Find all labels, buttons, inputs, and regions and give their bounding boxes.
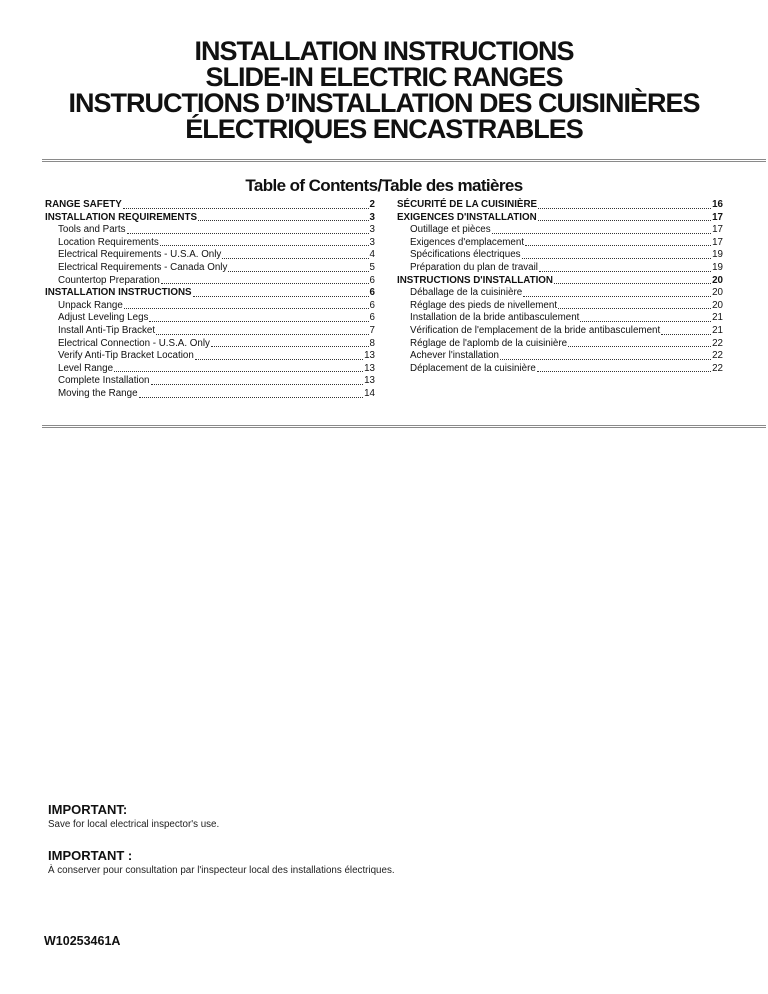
toc-subsection-entry[interactable] bbox=[45, 375, 375, 388]
toc-entry-page: 5 bbox=[369, 261, 375, 273]
toc-section-entry[interactable] bbox=[45, 212, 375, 225]
toc-entry-label: Adjust Leveling Legs bbox=[58, 312, 149, 324]
dot-leader bbox=[539, 271, 711, 272]
toc-entry-label: Installation de la bride antibasculement bbox=[410, 312, 580, 324]
toc-entry-page: 17 bbox=[712, 224, 723, 236]
dot-leader bbox=[124, 308, 369, 309]
toc-entry-page: 19 bbox=[712, 261, 723, 273]
toc-subsection-entry[interactable] bbox=[45, 249, 375, 262]
toc-entry-page: 22 bbox=[712, 337, 723, 349]
dot-leader bbox=[522, 258, 712, 259]
toc-section-entry[interactable] bbox=[397, 212, 723, 225]
toc-subsection-entry[interactable] bbox=[397, 338, 723, 351]
toc-entry-page: 20 bbox=[712, 287, 723, 299]
toc-entry-page: 3 bbox=[369, 211, 375, 223]
toc-subsection-entry[interactable] bbox=[45, 338, 375, 351]
toc-entry-label: Tools and Parts bbox=[58, 224, 126, 236]
important-heading: IMPORTANT: bbox=[48, 802, 128, 817]
important-text: À conserver pour consultation par l'inspecteur local des installations électriques. bbox=[48, 865, 395, 876]
document-number: W10253461A bbox=[44, 934, 121, 948]
dot-leader bbox=[525, 245, 711, 246]
toc-heading: Table of Contents/Table des matières bbox=[245, 176, 523, 195]
toc-entry-label: Réglage de l'aplomb de la cuisinière bbox=[410, 337, 568, 349]
dot-leader bbox=[160, 245, 369, 246]
toc-subsection-entry[interactable] bbox=[397, 249, 723, 262]
dot-leader bbox=[151, 384, 364, 385]
document-title-block bbox=[0, 38, 768, 142]
dot-leader bbox=[156, 334, 368, 335]
toc-entry-page: 6 bbox=[369, 299, 375, 311]
toc-entry-page: 6 bbox=[369, 274, 375, 286]
dot-leader bbox=[139, 397, 364, 398]
toc-subsection-entry[interactable] bbox=[397, 312, 723, 325]
dot-leader bbox=[228, 271, 368, 272]
toc-subsection-entry[interactable] bbox=[397, 300, 723, 313]
dot-leader bbox=[222, 258, 368, 259]
toc-subsection-entry[interactable] bbox=[397, 237, 723, 250]
toc-entry-label: Location Requirements bbox=[58, 236, 159, 248]
toc-entry-label: Déplacement de la cuisinière bbox=[410, 362, 536, 374]
dot-leader bbox=[558, 308, 711, 309]
important-heading: IMPORTANT : bbox=[48, 848, 133, 863]
toc-entry-page: 7 bbox=[369, 324, 375, 336]
title-line-1: INSTALLATION INSTRUCTIONS bbox=[194, 36, 574, 66]
toc-english-column bbox=[45, 199, 375, 401]
toc-entry-page: 22 bbox=[712, 362, 723, 374]
title-line-2: SLIDE-IN ELECTRIC RANGES bbox=[205, 62, 563, 92]
title-line-3: INSTRUCTIONS D’INSTALLATION DES CUISINIÈRES bbox=[68, 88, 700, 118]
dot-leader bbox=[211, 346, 369, 347]
toc-entry-page: 6 bbox=[369, 287, 375, 299]
toc-subsection-entry[interactable] bbox=[397, 363, 723, 376]
toc-subsection-entry[interactable] bbox=[45, 363, 375, 376]
toc-subsection-entry[interactable] bbox=[397, 350, 723, 363]
toc-entry-label: Electrical Requirements - U.S.A. Only bbox=[58, 249, 222, 261]
toc-entry-page: 13 bbox=[364, 375, 375, 387]
toc-french-column bbox=[397, 199, 723, 375]
toc-entry-label: INSTRUCTIONS D'INSTALLATION bbox=[397, 274, 553, 286]
toc-entry-page: 3 bbox=[369, 224, 375, 236]
dot-leader bbox=[123, 208, 369, 209]
toc-entry-page: 16 bbox=[712, 199, 723, 210]
toc-section-entry[interactable] bbox=[397, 275, 723, 288]
dot-leader bbox=[523, 296, 711, 297]
toc-entry-page: 17 bbox=[712, 236, 723, 248]
toc-entry-page: 3 bbox=[369, 236, 375, 248]
toc-subsection-entry[interactable] bbox=[45, 237, 375, 250]
dot-leader bbox=[198, 220, 369, 221]
toc-subsection-entry[interactable] bbox=[45, 275, 375, 288]
toc-entry-page: 8 bbox=[369, 337, 375, 349]
toc-entry-label: Exigences d'emplacement bbox=[410, 236, 525, 248]
dot-leader bbox=[500, 359, 711, 360]
important-notice-english bbox=[48, 802, 219, 830]
toc-subsection-entry[interactable] bbox=[397, 287, 723, 300]
toc-subsection-entry[interactable] bbox=[45, 300, 375, 313]
toc-subsection-entry[interactable] bbox=[45, 224, 375, 237]
dot-leader bbox=[161, 283, 369, 284]
toc-subsection-entry[interactable] bbox=[397, 325, 723, 338]
toc-section-entry[interactable] bbox=[45, 287, 375, 300]
toc-entry-label: Outillage et pièces bbox=[410, 224, 491, 236]
dot-leader bbox=[193, 296, 369, 297]
toc-entry-label: Level Range bbox=[58, 362, 114, 374]
top-divider bbox=[42, 159, 766, 162]
dot-leader bbox=[127, 233, 369, 234]
toc-entry-page: 20 bbox=[712, 274, 723, 286]
dot-leader bbox=[661, 334, 711, 335]
bottom-divider bbox=[42, 425, 766, 428]
toc-entry-page: 6 bbox=[369, 312, 375, 324]
toc-section-entry[interactable] bbox=[397, 199, 723, 212]
title-line-4: ÉLECTRIQUES ENCASTRABLES bbox=[185, 114, 583, 144]
toc-subsection-entry[interactable] bbox=[397, 224, 723, 237]
toc-entry-label: Réglage des pieds de nivellement bbox=[410, 299, 558, 311]
toc-section-entry[interactable] bbox=[45, 199, 375, 212]
toc-entry-label: Vérification de l'emplacement de la bride antibasculement bbox=[410, 324, 661, 336]
toc-entry-page: 19 bbox=[712, 249, 723, 261]
toc-entry-label: Electrical Connection - U.S.A. Only bbox=[58, 337, 210, 349]
toc-entry-label: INSTALLATION INSTRUCTIONS bbox=[45, 287, 192, 299]
toc-entry-page: 14 bbox=[364, 387, 375, 399]
dot-leader bbox=[537, 371, 711, 372]
dot-leader bbox=[195, 359, 363, 360]
toc-subsection-entry[interactable] bbox=[45, 262, 375, 275]
toc-subsection-entry[interactable] bbox=[45, 312, 375, 325]
dot-leader bbox=[538, 208, 711, 209]
toc-entry-page: 21 bbox=[712, 324, 723, 336]
dot-leader bbox=[568, 346, 711, 347]
toc-subsection-entry[interactable] bbox=[45, 325, 375, 338]
dot-leader bbox=[492, 233, 711, 234]
toc-subsection-entry[interactable] bbox=[397, 262, 723, 275]
toc-entry-page: 17 bbox=[712, 211, 723, 223]
important-text: Save for local electrical inspector's use. bbox=[48, 819, 220, 830]
toc-entry-label: Déballage de la cuisinière bbox=[410, 287, 523, 299]
toc-subsection-entry[interactable] bbox=[45, 350, 375, 363]
toc-subsection-entry[interactable] bbox=[45, 388, 375, 401]
toc-entry-label: Complete Installation bbox=[58, 375, 150, 387]
toc-entry-label: RANGE SAFETY bbox=[45, 199, 122, 210]
toc-entry-label: Unpack Range bbox=[58, 299, 123, 311]
toc-entry-label: SÉCURITÉ DE LA CUISINIÈRE bbox=[397, 199, 538, 210]
toc-entry-page: 2 bbox=[369, 199, 375, 210]
toc-entry-label: Préparation du plan de travail bbox=[410, 261, 538, 273]
toc-entry-label: Moving the Range bbox=[58, 387, 138, 399]
toc-entry-page: 13 bbox=[364, 362, 375, 374]
dot-leader bbox=[114, 371, 363, 372]
toc-entry-page: 13 bbox=[364, 350, 375, 362]
toc-entry-label: EXIGENCES D'INSTALLATION bbox=[397, 211, 537, 223]
dot-leader bbox=[554, 283, 711, 284]
toc-entry-label: Countertop Preparation bbox=[58, 274, 160, 286]
toc-entry-page: 21 bbox=[712, 312, 723, 324]
toc-entry-label: Install Anti-Tip Bracket bbox=[58, 324, 156, 336]
toc-entry-label: INSTALLATION REQUIREMENTS bbox=[45, 211, 198, 223]
toc-entry-page: 4 bbox=[369, 249, 375, 261]
dot-leader bbox=[149, 321, 368, 322]
dot-leader bbox=[580, 321, 711, 322]
toc-entry-label: Achever l'installation bbox=[410, 350, 499, 362]
toc-entry-page: 22 bbox=[712, 350, 723, 362]
important-notice-french bbox=[48, 848, 395, 876]
toc-entry-page: 20 bbox=[712, 299, 723, 311]
dot-leader bbox=[538, 220, 711, 221]
toc-entry-label: Verify Anti-Tip Bracket Location bbox=[58, 350, 194, 362]
toc-entry-label: Spécifications électriques bbox=[410, 249, 521, 261]
toc-entry-label: Electrical Requirements - Canada Only bbox=[58, 261, 228, 273]
